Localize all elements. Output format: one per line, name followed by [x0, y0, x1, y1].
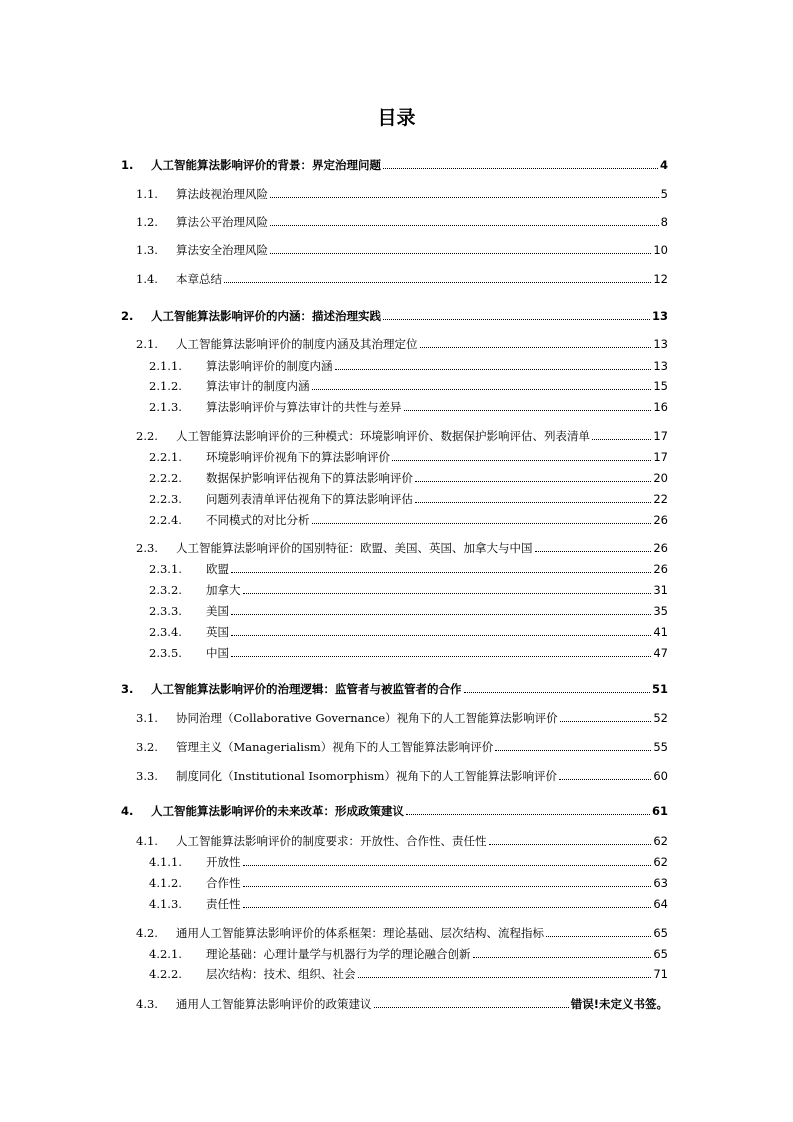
toc-entry[interactable]: [149, 603, 668, 619]
toc-entry-title: 责任性: [206, 897, 241, 911]
toc-entry[interactable]: [149, 491, 668, 507]
toc-entry-number: 2.3.: [136, 541, 158, 555]
toc-dot-leader: [231, 614, 651, 615]
toc-entry-page-number: 20: [653, 471, 668, 485]
toc-entry-title: 算法影响评价与算法审计的共性与差异: [206, 400, 402, 414]
toc-entry-number: 2.2.: [136, 429, 158, 443]
toc-entry-number: 2.3.5.: [149, 646, 182, 660]
toc-dot-leader: [383, 168, 658, 169]
toc-entry-title: 加拿大: [206, 583, 241, 597]
toc-dot-leader: [415, 481, 651, 482]
toc-dot-leader: [420, 347, 652, 348]
toc-dot-leader: [270, 253, 651, 254]
toc-entry[interactable]: [136, 739, 668, 755]
toc-entry-page-number: 64: [653, 897, 668, 911]
toc-entry-page-number: 12: [653, 272, 668, 286]
toc-entry-title: 中国: [206, 646, 229, 660]
toc-entry-number: 2.3.3.: [149, 604, 182, 618]
toc-entry-page-number: 61: [651, 804, 668, 818]
toc-entry-page-number: 71: [653, 967, 668, 981]
toc-dot-leader: [489, 844, 652, 845]
toc-entry-number: 4.3.: [136, 997, 158, 1011]
toc-entry-number: 2.3.1.: [149, 562, 182, 576]
toc-entry-number: 1.: [121, 158, 134, 172]
toc-entry-title: 管理主义（Managerialism）视角下的人工智能算法影响评价: [176, 740, 494, 754]
toc-entry-number: 1.3.: [136, 243, 158, 257]
toc-dot-leader: [546, 936, 651, 937]
toc-entry-title: 人工智能算法影响评价的未来改革：形成政策建议: [151, 804, 404, 818]
toc-entry[interactable]: [136, 540, 668, 556]
toc-dot-leader: [224, 282, 651, 283]
toc-entry[interactable]: [136, 214, 668, 230]
toc-entry-number: 2.1.1.: [149, 359, 182, 373]
toc-entry-page-number: 62: [653, 855, 668, 869]
toc-entry[interactable]: [149, 582, 668, 598]
toc-dot-leader: [312, 523, 652, 524]
toc-dot-leader: [415, 502, 651, 503]
toc-entry[interactable]: [149, 896, 668, 912]
toc-entry-title: 通用人工智能算法影响评价的体系框架：理论基础、层次结构、流程指标: [176, 926, 544, 940]
toc-dot-leader: [231, 635, 651, 636]
toc-entry-page-number: 26: [653, 541, 668, 555]
toc-dot-leader: [404, 410, 652, 411]
toc-entry-page-number: 60: [653, 769, 668, 783]
toc-dot-leader: [270, 225, 659, 226]
toc-entry-page-number: 17: [653, 450, 668, 464]
toc-entry-number: 2.2.1.: [149, 450, 182, 464]
toc-entry[interactable]: [149, 378, 668, 394]
toc-entry-page-number: 16: [653, 400, 668, 414]
toc-dot-leader: [406, 814, 650, 815]
toc-entry[interactable]: [136, 925, 668, 941]
toc-entry-number: 4.: [121, 804, 134, 818]
toc-entry[interactable]: [136, 271, 668, 287]
toc-dot-leader: [231, 656, 651, 657]
toc-entry[interactable]: [121, 308, 668, 324]
toc-entry-page-number: 62: [653, 834, 668, 848]
toc-entry[interactable]: [149, 561, 668, 577]
toc-entry[interactable]: [149, 854, 668, 870]
toc-entry[interactable]: [136, 996, 668, 1012]
toc-dot-leader: [383, 319, 650, 320]
toc-entry[interactable]: [136, 833, 668, 849]
toc-entry-number: 4.1.1.: [149, 855, 182, 869]
toc-entry-number: 4.1.: [136, 834, 158, 848]
toc-entry-title: 协同治理（Collaborative Governance）视角下的人工智能算法影响评价: [176, 711, 558, 725]
toc-entry-title: 人工智能算法影响评价的制度要求：开放性、合作性、责任性: [176, 834, 487, 848]
toc-entry[interactable]: [136, 768, 668, 784]
toc-entry-page-number: 错误!未定义书签。: [570, 997, 668, 1011]
toc-entry-title: 算法安全治理风险: [176, 243, 268, 257]
toc-entry-page-number: 17: [653, 429, 668, 443]
toc-entry[interactable]: [136, 428, 668, 444]
toc-entry-title: 人工智能算法影响评价的治理逻辑：监管者与被监管者的合作: [151, 682, 462, 696]
toc-entry-number: 1.2.: [136, 215, 158, 229]
toc-entry-number: 2.1.2.: [149, 379, 182, 393]
toc-entry-title: 环境影响评价视角下的算法影响评价: [206, 450, 390, 464]
toc-entry-number: 4.1.2.: [149, 876, 182, 890]
toc-entry-title: 人工智能算法影响评价的三种模式：环境影响评价、数据保护影响评估、列表清单: [176, 429, 590, 443]
toc-entry-number: 3.3.: [136, 769, 158, 783]
toc-entry[interactable]: [136, 242, 668, 258]
toc-entry[interactable]: [149, 399, 668, 415]
toc-entry-title: 美国: [206, 604, 229, 618]
toc-entry-title: 理论基础：心理计量学与机器行为学的理论融合创新: [206, 947, 471, 961]
toc-entry-number: 2.1.3.: [149, 400, 182, 414]
toc-entry-number: 2.1.: [136, 337, 158, 351]
toc-entry-page-number: 35: [653, 604, 668, 618]
toc-entry-number: 4.2.: [136, 926, 158, 940]
toc-entry[interactable]: [149, 624, 668, 640]
toc-entry-number: 4.2.2.: [149, 967, 182, 981]
toc-entry-page-number: 5: [660, 187, 668, 201]
toc-dot-leader: [535, 551, 652, 552]
toc-entry-page-number: 55: [653, 740, 668, 754]
toc-entry-title: 人工智能算法影响评价的制度内涵及其治理定位: [176, 337, 418, 351]
toc-entry-number: 2.2.3.: [149, 492, 182, 506]
toc-entry-number: 1.1.: [136, 187, 158, 201]
toc-entry[interactable]: [149, 875, 668, 891]
toc-entry-number: 3.2.: [136, 740, 158, 754]
toc-entry-page-number: 31: [653, 583, 668, 597]
toc-entry-title: 算法歧视治理风险: [176, 187, 268, 201]
toc-dot-leader: [231, 572, 651, 573]
toc-entry[interactable]: [121, 157, 668, 173]
toc-dot-leader: [392, 460, 651, 461]
toc-entry[interactable]: [121, 681, 668, 697]
toc-entry-page-number: 13: [653, 359, 668, 373]
toc-entry-page-number: 26: [653, 562, 668, 576]
toc-entry[interactable]: [149, 512, 668, 528]
toc-title: 目录: [377, 107, 416, 129]
toc-entry-title: 问题列表清单评估视角下的算法影响评估: [206, 492, 413, 506]
toc-entry-title: 数据保护影响评估视角下的算法影响评价: [206, 471, 413, 485]
toc-entry-number: 2.3.2.: [149, 583, 182, 597]
toc-entry-page-number: 52: [653, 711, 668, 725]
toc-entry-number: 2.2.4.: [149, 513, 182, 527]
toc-entry-page-number: 26: [653, 513, 668, 527]
toc-entry[interactable]: [149, 946, 668, 962]
toc-entry-page-number: 8: [660, 215, 668, 229]
toc-entry-title: 合作性: [206, 876, 241, 890]
toc-dot-leader: [464, 692, 650, 693]
toc-entry-title: 算法公平治理风险: [176, 215, 268, 229]
toc-entry[interactable]: [149, 358, 668, 374]
toc-entry-number: 4.2.1.: [149, 947, 182, 961]
toc-entry-title: 算法审计的制度内涵: [206, 379, 310, 393]
toc-entry-page-number: 41: [653, 625, 668, 639]
toc-entry-page-number: 4: [659, 158, 668, 172]
toc-entry-title: 层次结构：技术、组织、社会: [206, 967, 356, 981]
toc-entry-title: 人工智能算法影响评价的背景：界定治理问题: [151, 158, 381, 172]
toc-entry[interactable]: [136, 710, 668, 726]
toc-entry-page-number: 13: [653, 337, 668, 351]
toc-entry-title: 制度同化（Institutional Isomorphism）视角下的人工智能算法影响评价: [176, 769, 557, 783]
toc-entry[interactable]: [121, 803, 668, 819]
toc-dot-leader: [473, 957, 652, 958]
toc-dot-leader: [312, 389, 652, 390]
toc-entry-number: 2.: [121, 309, 134, 323]
toc-entry[interactable]: [136, 186, 668, 202]
toc-entry-page-number: 65: [653, 947, 668, 961]
toc-entry-title: 欧盟: [206, 562, 229, 576]
toc-entry[interactable]: [149, 645, 668, 661]
toc-entry-number: 2.2.2.: [149, 471, 182, 485]
toc-dot-leader: [243, 593, 652, 594]
toc-entry[interactable]: [149, 966, 668, 982]
toc-entry[interactable]: [149, 449, 668, 465]
toc-dot-leader: [243, 865, 652, 866]
toc-entry-number: 4.1.3.: [149, 897, 182, 911]
toc-entry-number: 3.1.: [136, 711, 158, 725]
toc-entry-page-number: 13: [651, 309, 668, 323]
toc-entry-title: 本章总结: [176, 272, 222, 286]
toc-entry-page-number: 63: [653, 876, 668, 890]
toc-entry-page-number: 51: [651, 682, 668, 696]
toc-entry-page-number: 22: [653, 492, 668, 506]
toc-dot-leader: [270, 197, 659, 198]
toc-entry-page-number: 47: [653, 646, 668, 660]
toc-dot-leader: [243, 907, 652, 908]
toc-entry[interactable]: [149, 470, 668, 486]
toc-entry-title: 人工智能算法影响评价的国别特征：欧盟、美国、英国、加拿大与中国: [176, 541, 533, 555]
toc-entry-number: 1.4.: [136, 272, 158, 286]
toc-entry-number: 2.3.4.: [149, 625, 182, 639]
toc-entry-number: 3.: [121, 682, 134, 696]
toc-entry-page-number: 65: [653, 926, 668, 940]
toc-entry-title: 开放性: [206, 855, 241, 869]
toc-dot-leader: [374, 1007, 569, 1008]
toc-entry-title: 人工智能算法影响评价的内涵：描述治理实践: [151, 309, 381, 323]
toc-entry-page-number: 15: [653, 379, 668, 393]
toc-entry-title: 算法影响评价的制度内涵: [206, 359, 333, 373]
toc-entry[interactable]: [136, 336, 668, 352]
toc-dot-leader: [592, 439, 651, 440]
toc-dot-leader: [495, 750, 651, 751]
toc-entry-title: 通用人工智能算法影响评价的政策建议: [176, 997, 372, 1011]
toc-dot-leader: [559, 779, 651, 780]
toc-dot-leader: [358, 977, 652, 978]
toc-entry-title: 英国: [206, 625, 229, 639]
toc-dot-leader: [335, 369, 652, 370]
toc-dot-leader: [560, 721, 652, 722]
toc-entry-page-number: 10: [653, 243, 668, 257]
toc-entry-title: 不同模式的对比分析: [206, 513, 310, 527]
toc-dot-leader: [243, 886, 652, 887]
